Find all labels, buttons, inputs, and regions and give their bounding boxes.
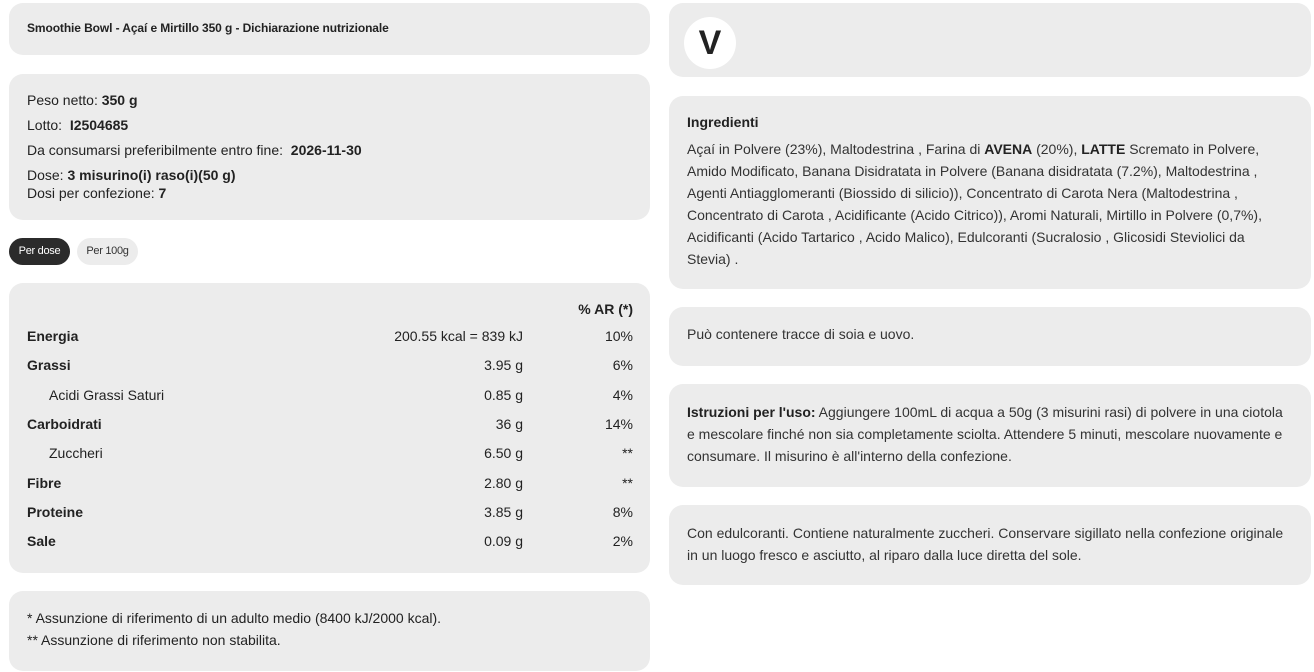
nutrient-name: Sale [27, 533, 56, 549]
usage-label: Istruzioni per l'uso: [687, 404, 816, 420]
best-before-line [27, 142, 362, 158]
allergen-oats: AVENA [984, 141, 1033, 157]
footnote-1: * Assunzione di riferimento di un adulto medio (8400 kJ/2000 kcal). [27, 610, 442, 626]
brand-logo: V [684, 17, 736, 69]
nutrition-table [9, 283, 650, 573]
allergen-milk: LATTE [1081, 141, 1126, 157]
nutrient-ar: ** [622, 475, 633, 491]
nutrient-value: 0.09 g [484, 533, 523, 549]
nutrient-name: Zuccheri [49, 445, 103, 461]
table-row [9, 475, 650, 497]
dose-line [27, 167, 236, 183]
usage-text: Istruzioni per l'uso: Aggiungere 100mL di acqua a 50g (3 misurini rasi) di polvere in una ciotola e mescolare finché non sia completamente sciolta. Attendere 5 minuti, mescolare nuovamente e consumare. Il misurino è all'interno della confezione. [687, 404, 1283, 464]
nutrient-ar: 8% [612, 504, 633, 520]
nutrient-name: Proteine [27, 504, 84, 520]
dose-value: 3 misurino(i) raso(i)(50 g) [67, 167, 236, 183]
page-title: Smoothie Bowl - Açaí e Mirtillo 350 g - Dichiarazione nutrizionale [27, 21, 389, 35]
dose-label: Dose: [27, 167, 64, 183]
product-info-card [9, 74, 650, 220]
nutrient-ar: 2% [612, 533, 633, 549]
net-weight-value: 350 g [101, 92, 138, 108]
ingredients-card [669, 96, 1311, 289]
footnote-2: ** Assunzione di riferimento non stabilita. [27, 632, 281, 648]
table-row [9, 387, 650, 409]
nutrient-ar: 14% [604, 416, 633, 432]
storage-card [669, 505, 1311, 585]
nutrient-ar: 6% [612, 357, 633, 373]
tab-per-100g[interactable]: Per 100g [77, 238, 138, 265]
net-weight-line [27, 92, 138, 108]
lot-label: Lotto: [27, 117, 63, 133]
nutrient-ar: ** [622, 445, 633, 461]
nutrient-value: 200.55 kcal = 839 kJ [394, 328, 523, 344]
doses-per-pack-value: 7 [158, 185, 167, 201]
nutrient-value: 3.95 g [484, 357, 523, 373]
usage-card [669, 384, 1311, 487]
doses-per-pack-line [27, 185, 166, 201]
best-before-label: Da consumarsi preferibilmente entro fine: [27, 142, 284, 158]
ar-column-header: % AR (*) [578, 301, 633, 317]
best-before-value: 2026-11-30 [290, 142, 362, 158]
lot-value: I2504685 [69, 117, 129, 133]
allergen-card [669, 307, 1311, 366]
logo-card [669, 3, 1311, 77]
nutrient-value: 2.80 g [484, 475, 523, 491]
ingredients-text: Açaí in Polvere (23%), Maltodestrina , Farina di AVENA (20%), LATTE Scremato in Polvere, Amido Modificato, Banana Disidratata in Polvere (Banana disidratata (7.2%), Maltodestrina , Agenti Antiagglomeranti (Biossido di silicio)), Concentrato di Carota Nera (Maltodestrina , Concentrato di Carota , Acidificante (Acido Citrico)), Aromi Naturali, Mirtillo in Polvere (0,7%), Acidificanti (Acido Tartarico , Acido Malico), Edulcoranti (Sucralosio , Glicosidi Steviolici da Stevia) . [687, 141, 1262, 267]
doses-per-pack-label: Dosi per confezione: [27, 185, 155, 201]
table-row [9, 533, 650, 555]
lot-line [27, 117, 128, 133]
footnotes-card [9, 591, 650, 671]
storage-text: Con edulcoranti. Contiene naturalmente zuccheri. Conservare sigillato nella confezione originale in un luogo fresco e asciutto, al riparo dalla luce diretta del sole. [687, 525, 1284, 563]
nutrient-value: 0.85 g [484, 387, 523, 403]
allergen-text: Può contenere tracce di soia e uovo. [687, 326, 915, 342]
nutrient-name: Grassi [27, 357, 71, 373]
net-weight-label: Peso netto: [27, 92, 98, 108]
nutrient-ar: 10% [604, 328, 633, 344]
table-row [9, 445, 650, 467]
nutrient-value: 3.85 g [484, 504, 523, 520]
nutrient-name: Fibre [27, 475, 62, 491]
nutrient-ar: 4% [612, 387, 633, 403]
nutrient-value: 6.50 g [484, 445, 523, 461]
nutrient-name: Energia [27, 328, 79, 344]
table-row [9, 416, 650, 438]
nutrient-name: Carboidrati [27, 416, 102, 432]
table-row [9, 328, 650, 350]
table-row [9, 357, 650, 379]
table-row [9, 504, 650, 526]
ingredients-title: Ingredienti [687, 114, 759, 130]
title-card [9, 3, 650, 55]
tab-per-dose[interactable]: Per dose [9, 238, 70, 265]
nutrient-name: Acidi Grassi Saturi [49, 387, 165, 403]
nutrient-value: 36 g [495, 416, 523, 432]
